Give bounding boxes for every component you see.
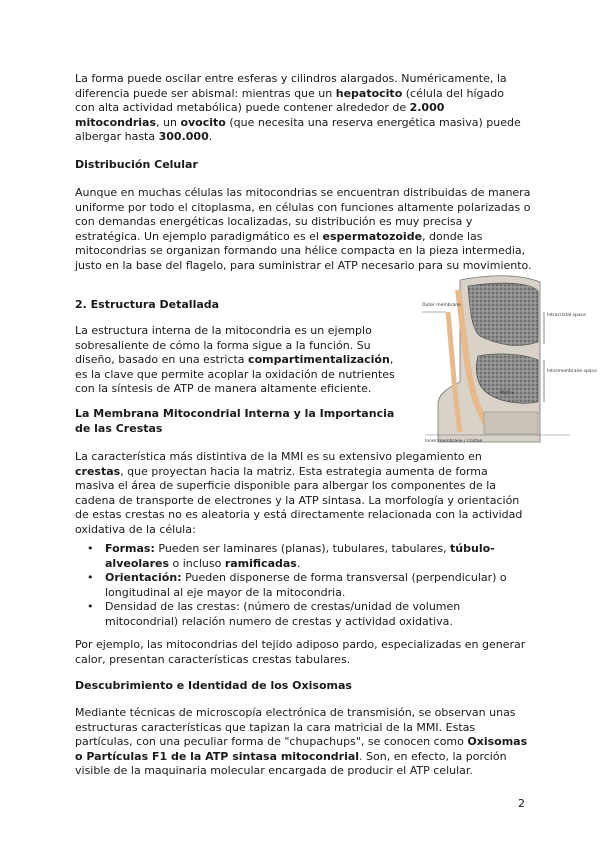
label-outer-membrane: Outer membrane (422, 303, 461, 308)
label-inner-membrane: Inner membrane / cristae (425, 439, 483, 444)
label-matrix: Matrix (500, 391, 515, 396)
paragraph-oxisomas: Mediante técnicas de microscopía electrónica de transmisión, se observan unas estructuras características que tapizan la cara matricial de la MMI. Estas partículas, con una peculiar forma de "chupachups", se conocen como Oxisomas o Partículas F1 de la ATP sintasa mitocondrial. Son, en efecto, la porción visible de la maquinaria molecular encargada de producir el ATP celular. (75, 706, 528, 778)
label-intermembrane: Intermembrane space (547, 369, 597, 374)
bullet-densidad: • Densidad de las crestas: (número de crestas/unidad de volumen mitocondrial) relación numero de crestas y actividad oxidativa. (75, 600, 515, 629)
paragraph-estructura: La estructura interna de la mitocondria es un ejemplo sobresaliente de cómo la forma sigue a la función. Su diseño, basado en una estricta compartimentalización, es la clave que permite acoplar la oxidación de nutrientes con la síntesis de ATP de manera altamente eficiente. (75, 324, 395, 396)
bullet-formas: • Formas: Pueden ser laminares (planas), tubulares, tabulares, túbulo-alveolares o incluso ramificadas. (75, 542, 515, 571)
label-intracristal: Intracristal space (547, 313, 586, 318)
paragraph-mmi: La característica más distintiva de la MMI es su extensivo plegamiento en crestas, que proyectan hacia la matriz. Esta estrategia aumenta de forma masiva el área de superficie disponible para albergar los componentes de la cadena de transporte de electrones y la ATP sintasa. La morfología y orientación de estas crestas no es aleatoria y está directamente relacionada con la actividad oxidativa de la célula: (75, 450, 523, 536)
paragraph-adiposo: Por ejemplo, las mitocondrias del tejido adiposo pardo, especializadas en generar calor, presentan características crestas tabulares. (75, 638, 526, 666)
page-number: 2 (518, 797, 525, 810)
bullet-orientacion: • Orientación: Pueden disponerse de forma transversal (perpendicular) o longitudinal al eje mayor de la mitocondria. (75, 571, 515, 600)
heading-estructura: 2. Estructura Detallada (75, 298, 220, 311)
bullet-list (75, 542, 515, 630)
mitochondria-illustration (420, 272, 600, 450)
heading-oxisomas: Descubrimiento e Identidad de los Oxisomas (75, 679, 352, 692)
heading-mmi: La Membrana Mitocondrial Interna y la Importancia de las Crestas (75, 407, 395, 435)
paragraph-forma: La forma puede oscilar entre esferas y cilindros alargados. Numéricamente, la diferencia puede ser abismal: mientras que un hepatocito (célula del hígado con alta actividad metabólica) puede contener alrededor de 2.000 mitocondrias, un ovocito (que necesita una reserva energética masiva) puede albergar hasta 300.000. (75, 72, 521, 144)
mitochondria-figure (420, 272, 600, 450)
heading-distribucion: Distribución Celular (75, 158, 198, 171)
paragraph-distribucion: Aunque en muchas células las mitocondrias se encuentran distribuidas de manera uniforme por todo el citoplasma, en células con funciones altamente polarizadas o con demandas energéticas localizadas, su distribución es muy precisa y estratégica. Un ejemplo paradigmático es el espermatozoide, donde las mitocondrias se organizan formando una hélice compacta en la pieza intermedia, justo en la base del flagelo, para suministrar el ATP necesario para su movimiento. (75, 186, 532, 272)
